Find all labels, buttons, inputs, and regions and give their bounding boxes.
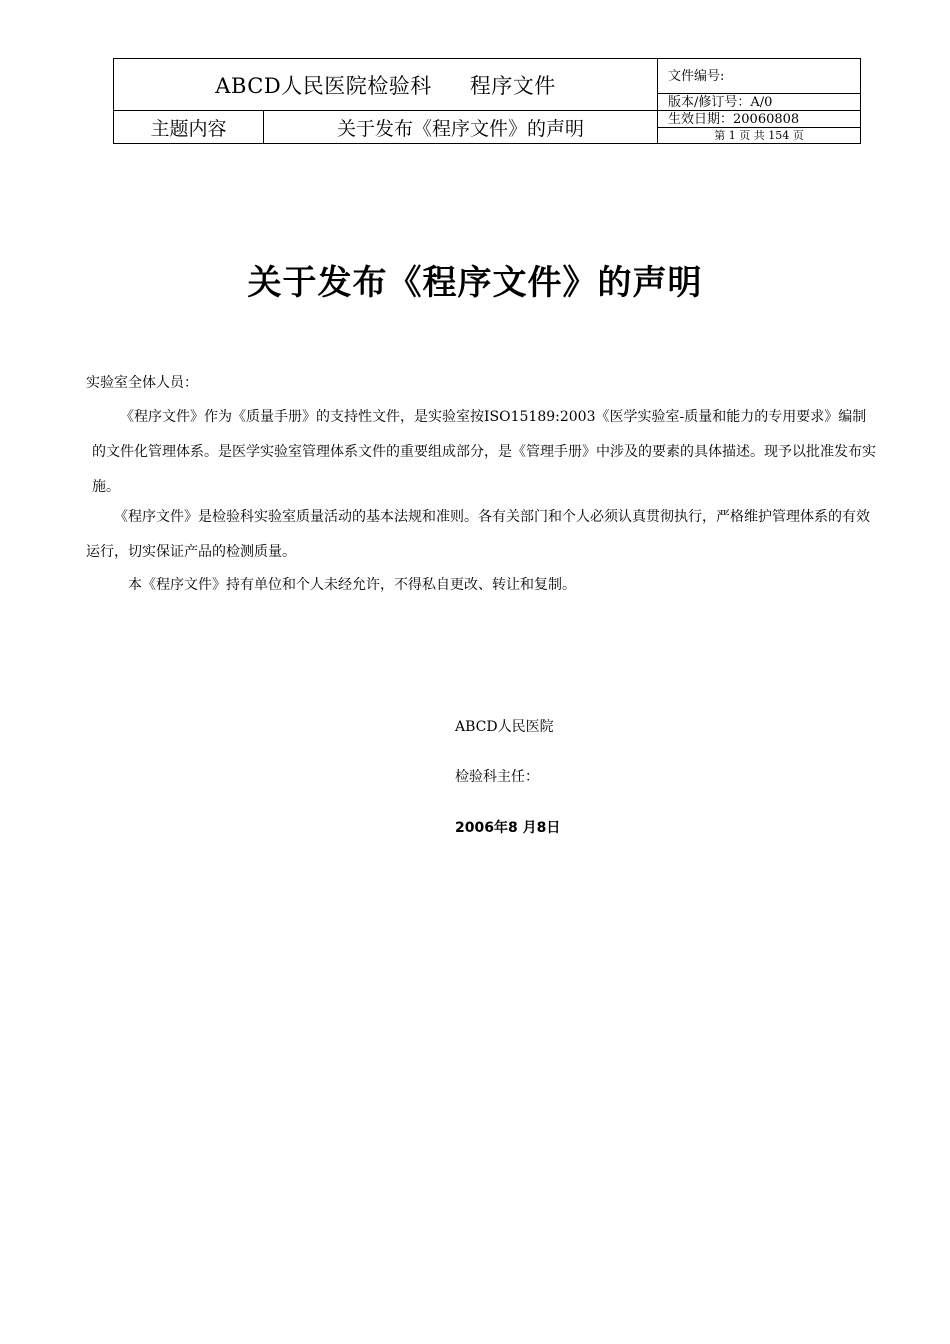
subject-value-cell — [264, 111, 658, 144]
file-number-cell — [658, 59, 861, 94]
body-paragraph-3: 本《程序文件》持有单位和个人未经允许，不得私自更改、转让和复制。 — [128, 577, 576, 593]
version-cell — [658, 94, 861, 111]
page-info: 第 1 页 共 154 页 — [714, 129, 804, 142]
page-info-cell — [658, 128, 861, 144]
subject-label-cell — [114, 111, 264, 144]
signature-date: 2006年8 月8日 — [455, 820, 561, 836]
body-paragraph-1: 《程序文件》作为《质量手册》的支持性文件，是实验室按ISO15189:2003《医学实验室-质量和能力的专用要求》编制的文件化管理体系。是医学实验室管理体系文件的重要组成部分，是《管理手册》中涉及的要素的具体描述。现予以批准发布实施。 — [92, 409, 876, 495]
body-paragraph-2: 《程序文件》是检验科实验室质量活动的基本法规和准则。各有关部门和个人必须认真贯彻执行，严格维护管理体系的有效运行，切实保证产品的检测质量。 — [86, 509, 870, 560]
signature-organization: ABCD人民医院 — [455, 719, 554, 735]
hospital-title-cell — [114, 59, 658, 111]
signature-role: 检验科主任： — [455, 769, 539, 785]
subject-label: 主题内容 — [150, 117, 227, 140]
hospital-name: ABCD人民医院检验科 — [215, 73, 432, 98]
effective-date-label: 生效日期：20060808 — [668, 111, 800, 127]
effective-date-cell — [658, 111, 861, 128]
version-label: 版本/修订号：A/0 — [668, 94, 773, 110]
subject-value: 关于发布《程序文件》的声明 — [336, 117, 584, 140]
document-header-table — [113, 58, 861, 144]
document-type: 程序文件 — [469, 73, 556, 98]
file-number-label: 文件编号: — [668, 68, 725, 84]
document-title: 关于发布《程序文件》的声明 — [247, 263, 703, 303]
salutation: 实验室全体人员： — [86, 375, 198, 391]
